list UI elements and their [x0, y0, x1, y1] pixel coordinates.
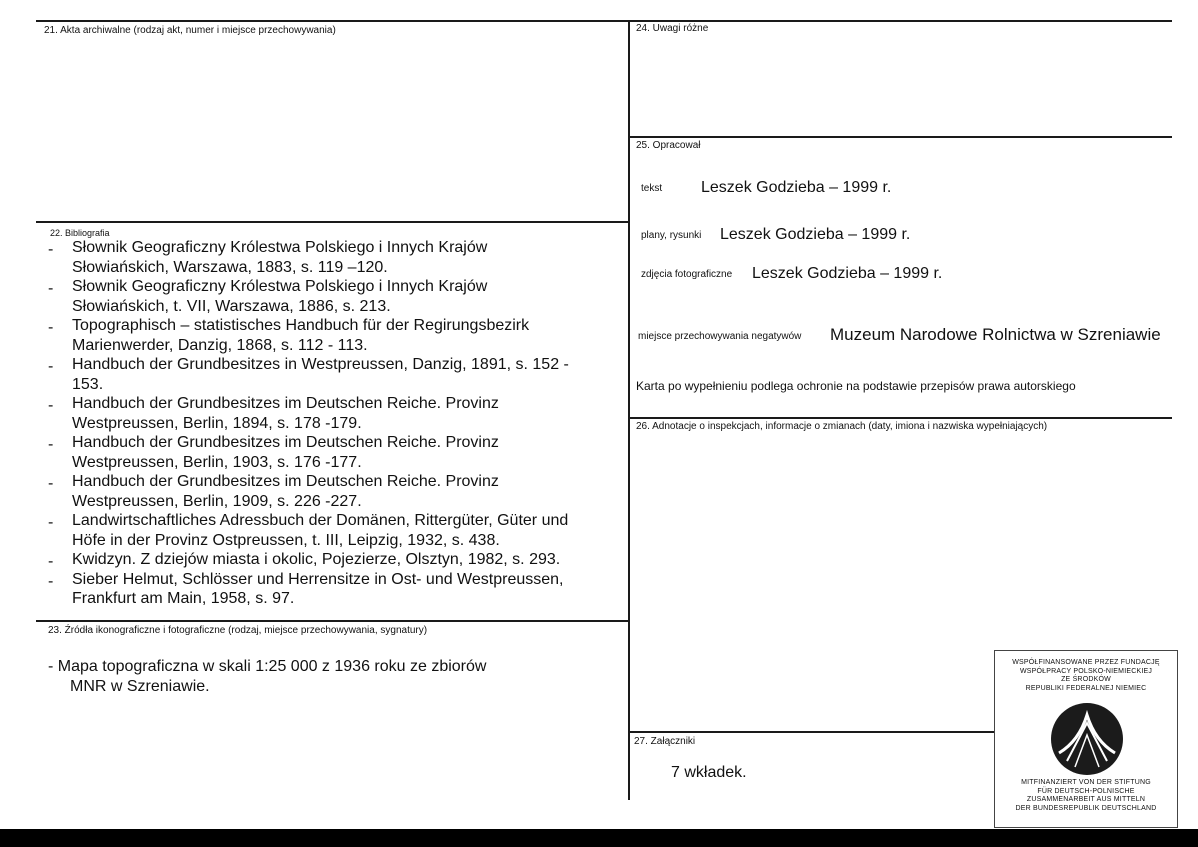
- funding-stamp: [994, 650, 1178, 828]
- list-item: - Słownik Geograficzny Królestwa Polskiego i Innych Krajów Słowiańskich, Warszawa, 1883, s. 119 –120.: [48, 239, 488, 276]
- list-item: - Handbuch der Grundbesitzes im Deutschen Reiche. Provinz Westpreussen, Berlin, 1909, s. 226 -227.: [48, 473, 499, 510]
- list-item: - Topographisch – statistisches Handbuch für der Regirungsbezirk Marienwerder, Danzig, 1868, s. 112 - 113.: [48, 317, 530, 354]
- section-22-label: 22. Bibliografia: [50, 228, 110, 238]
- rule-26-27: [630, 731, 994, 733]
- list-item: - Kwidzyn. Z dziejów miasta i okolic, Pojezierze, Olsztyn, 1982, s. 293.: [48, 551, 561, 570]
- miejsce-label: miejsce przechowywania negatywów: [638, 331, 802, 342]
- copyright-note: Karta po wypełnieniu podlega ochronie na podstawie przepisów prawa autorskiego: [636, 379, 1076, 393]
- iconography-entry-line2: MNR w Szreniawie.: [70, 678, 210, 695]
- top-rule: [36, 20, 1172, 22]
- rule-21-22: [36, 221, 630, 223]
- scan-bottom-edge: [0, 829, 1198, 847]
- miejsce-value: Muzeum Narodowe Rolnictwa w Szreniawie: [830, 325, 1161, 344]
- section-23-label: 23. Źródła ikonograficzne i fotograficzne (rodzaj, miejsce przechowywania, sygnatury): [48, 625, 428, 636]
- zdjecia-value: Leszek Godzieba – 1999 r.: [752, 265, 943, 282]
- iconography-entry-line1: - Mapa topograficzna w skali 1:25 000 z 1936 roku ze zbiorów: [48, 658, 487, 675]
- list-item: - Handbuch der Grundbesitzes im Deutschen Reiche. Provinz Westpreussen, Berlin, 1894, s. 178 -179.: [48, 395, 499, 432]
- rule-25-26: [630, 417, 1172, 419]
- list-item: - Landwirtschaftliches Adressbuch der Domänen, Rittergüter, Güter und Höfe in der Provinz Ostpreussen, t. III, Leipzig, 1932, s. 438.: [48, 512, 569, 549]
- section-25-label: 25. Opracował: [636, 140, 701, 151]
- plany-label: plany, rysunki: [641, 230, 702, 241]
- foundation-logo-icon: [1049, 701, 1125, 777]
- plany-value: Leszek Godzieba – 1999 r.: [720, 226, 911, 243]
- list-item: - Słownik Geograficzny Królestwa Polskiego i Innych Krajów Słowiańskich, t. VII, Warszawa, 1886, s. 213.: [48, 278, 488, 315]
- section-24-label: 24. Uwagi różne: [636, 23, 709, 34]
- list-item: - Sieber Helmut, Schlösser und Herrensitze in Ost- und Westpreussen, Frankfurt am Main, 1958, s. 97.: [48, 570, 564, 607]
- section-21-label: 21. Akta archiwalne (rodzaj akt, numer i miejsce przechowywania): [44, 25, 336, 36]
- attachments-value: 7 wkładek.: [671, 764, 747, 781]
- rule-24-25: [630, 136, 1172, 138]
- stamp-german-text: MITFINANZIERT VON DER STIFTUNG FÜR DEUTSCH-POLNISCHE ZUSAMMENARBEIT AUS MITTELN DER BUNDESREPUBLIK DEUTSCHLAND: [1015, 779, 1157, 812]
- zdjecia-label: zdjęcia fotograficzne: [641, 269, 733, 280]
- list-item: - Handbuch der Grundbesitzes in Westpreussen, Danzig, 1891, s. 152 - 153.: [48, 356, 569, 393]
- tekst-value: Leszek Godzieba – 1999 r.: [701, 179, 892, 196]
- list-item: - Handbuch der Grundbesitzes im Deutschen Reiche. Provinz Westpreussen, Berlin, 1903, s. 176 -177.: [48, 434, 499, 471]
- tekst-label: tekst: [641, 183, 663, 194]
- bibliography-list: [44, 238, 624, 609]
- rule-22-23: [36, 620, 630, 622]
- stamp-polish-text: WSPÓŁFINANSOWANE PRZEZ FUNDACJĘ WSPÓŁPRACY POLSKO-NIEMIECKIEJ ZE ŚRODKÓW REPUBLIKI FEDERALNEJ NIEMIEC: [1012, 659, 1160, 692]
- section-27-label: 27. Załączniki: [634, 736, 696, 747]
- section-26-label: 26. Adnotacje o inspekcjach, informacje o zmianach (daty, imiona i nazwiska wypełniających): [636, 421, 1048, 432]
